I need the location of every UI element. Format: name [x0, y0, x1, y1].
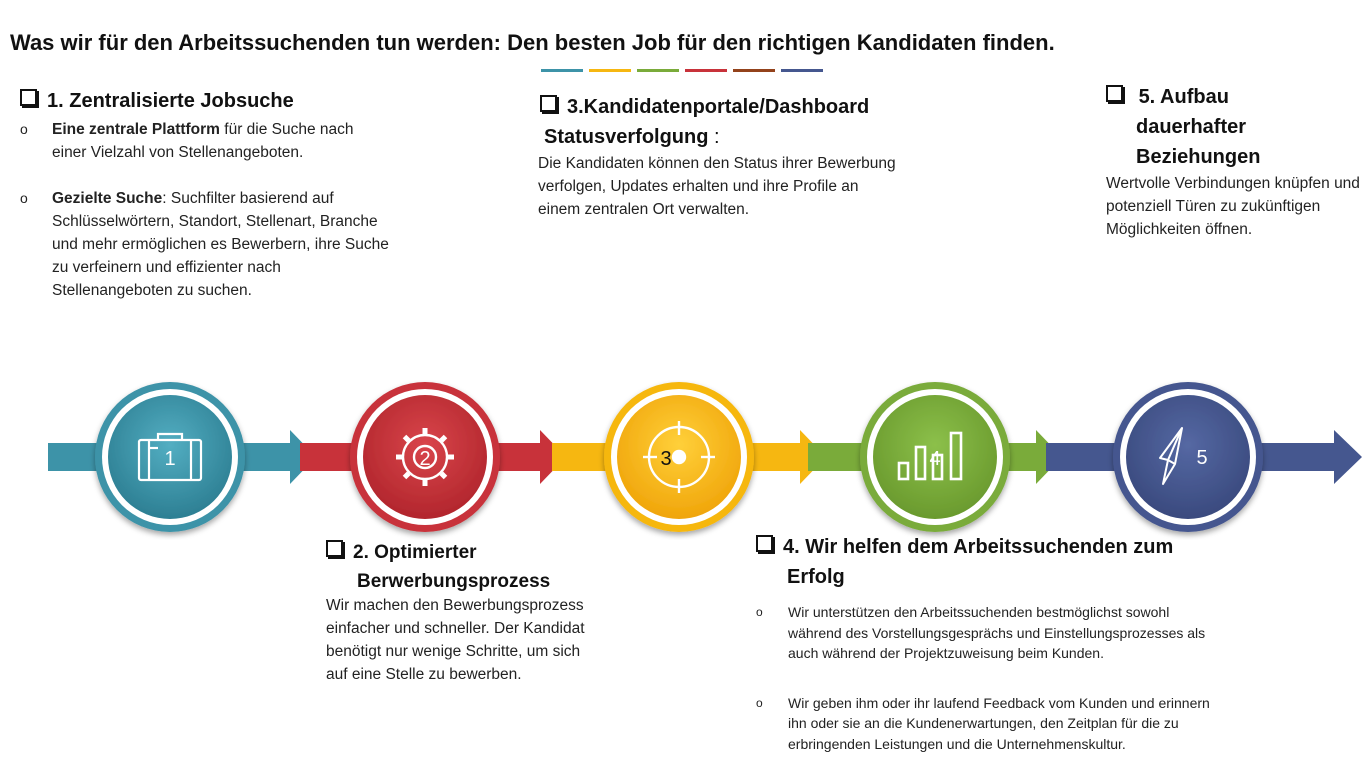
list-item [20, 118, 400, 164]
underline-red [685, 69, 727, 72]
checkbox-icon [540, 95, 557, 112]
underline-navy [781, 69, 823, 72]
step-5-number: 5 [1196, 447, 1208, 469]
checkbox-icon [326, 540, 343, 557]
section-2 [326, 538, 596, 686]
underline-green [637, 69, 679, 72]
underline-teal [541, 69, 583, 72]
underline-brown [733, 69, 775, 72]
section-3-heading-2 [540, 122, 930, 152]
step-1-number: 1 [164, 448, 176, 470]
checkbox-icon [756, 535, 773, 552]
section-4 [756, 532, 1236, 754]
list-item: o Wir geben ihm oder ihr laufend Feedback vom Kunden und erinnern ihn oder sie an die Kundenerwartungen, den Zeitplan für die zu erbringenden Leistungen und die Unternehmenskultur. [756, 693, 1226, 755]
section-2-text: Wir machen den Bewerbungsprozess einfacher und schneller. Der Kandidat benötigt nur wenige Schritte, um sich auf eine Stelle zu bewerben. [326, 597, 585, 683]
bullet-bold: Eine zentrale Plattform [52, 121, 220, 138]
section-4-title-line2: Erfolg [787, 566, 845, 588]
section-4-title-line1: 4. Wir helfen dem Arbeitssuchenden zum [783, 536, 1174, 558]
step-5-circle [1113, 382, 1263, 532]
section-1 [20, 86, 400, 302]
section-2-title-line1: 2. Optimierter [353, 542, 477, 563]
section-4-list [756, 602, 1226, 754]
section-3-text: Die Kandidaten können den Status ihrer Bewerbung verfolgen, Updates erhalten und ihre Profile an einem zentralen Ort verwalten. [538, 155, 896, 218]
section-4-heading [756, 532, 1236, 562]
underline-yellow [589, 69, 631, 72]
step-3-number: 3 [660, 448, 672, 470]
checkbox-icon [20, 89, 37, 106]
title-underline [541, 69, 823, 72]
section-5-title-line3: Beziehungen [1136, 146, 1261, 168]
section-1-title: 1. Zentralisierte Jobsuche [47, 90, 294, 112]
list-item: o Wir unterstützen den Arbeitssuchenden bestmöglichst sowohl während des Vorstellungsgesprächs und Einstellungsprozesses als auch während der Projektzuweisung beim Kunden. [756, 602, 1226, 664]
checkbox-icon [1106, 85, 1123, 102]
section-5-title-line2: dauerhafter [1136, 116, 1247, 138]
section-2-heading [326, 538, 596, 567]
section-2-title-line2: Berwerbungsprozess [357, 571, 551, 592]
process-timeline [0, 380, 1366, 540]
step-2-number: 2 [419, 448, 431, 470]
page-title: Was wir für den Arbeitssuchenden tun werden: Den besten Job für den richtigen Kandidaten finden. [10, 30, 1055, 55]
section-5-text: Wertvolle Verbindungen knüpfen und potenziell Türen zu zukünftigen Möglichkeiten öffnen. [1106, 175, 1360, 238]
section-1-heading [20, 86, 400, 116]
section-3-title-line2: Statusverfolgung [544, 126, 709, 148]
section-1-list [20, 118, 400, 302]
step-4-number: 4 [929, 448, 941, 470]
section-5 [1106, 82, 1366, 241]
section-3-heading [540, 92, 930, 122]
list-item [20, 187, 400, 302]
bullet-text: für die Suche nach einer Vielzahl von Stellenangeboten. [52, 121, 354, 161]
bullet-text: : Suchfilter basierend auf Schlüsselwörtern, Standort, Stellenart, Branche und mehr ermöglichen es Bewerbern, ihre Suche zu verfeinern und effizienter nach Stellenangeboten zu suchen. [52, 190, 389, 299]
bullet-bold: Gezielte Suche [52, 190, 163, 207]
section-5-heading [1106, 82, 1366, 112]
section-3 [540, 92, 930, 221]
section-3-title-line1: 3.Kandidatenportale/Dashboard [567, 96, 870, 118]
section-5-title-line1: 5. Aufbau [1138, 86, 1229, 108]
section-3-title-suffix: : [708, 126, 720, 148]
